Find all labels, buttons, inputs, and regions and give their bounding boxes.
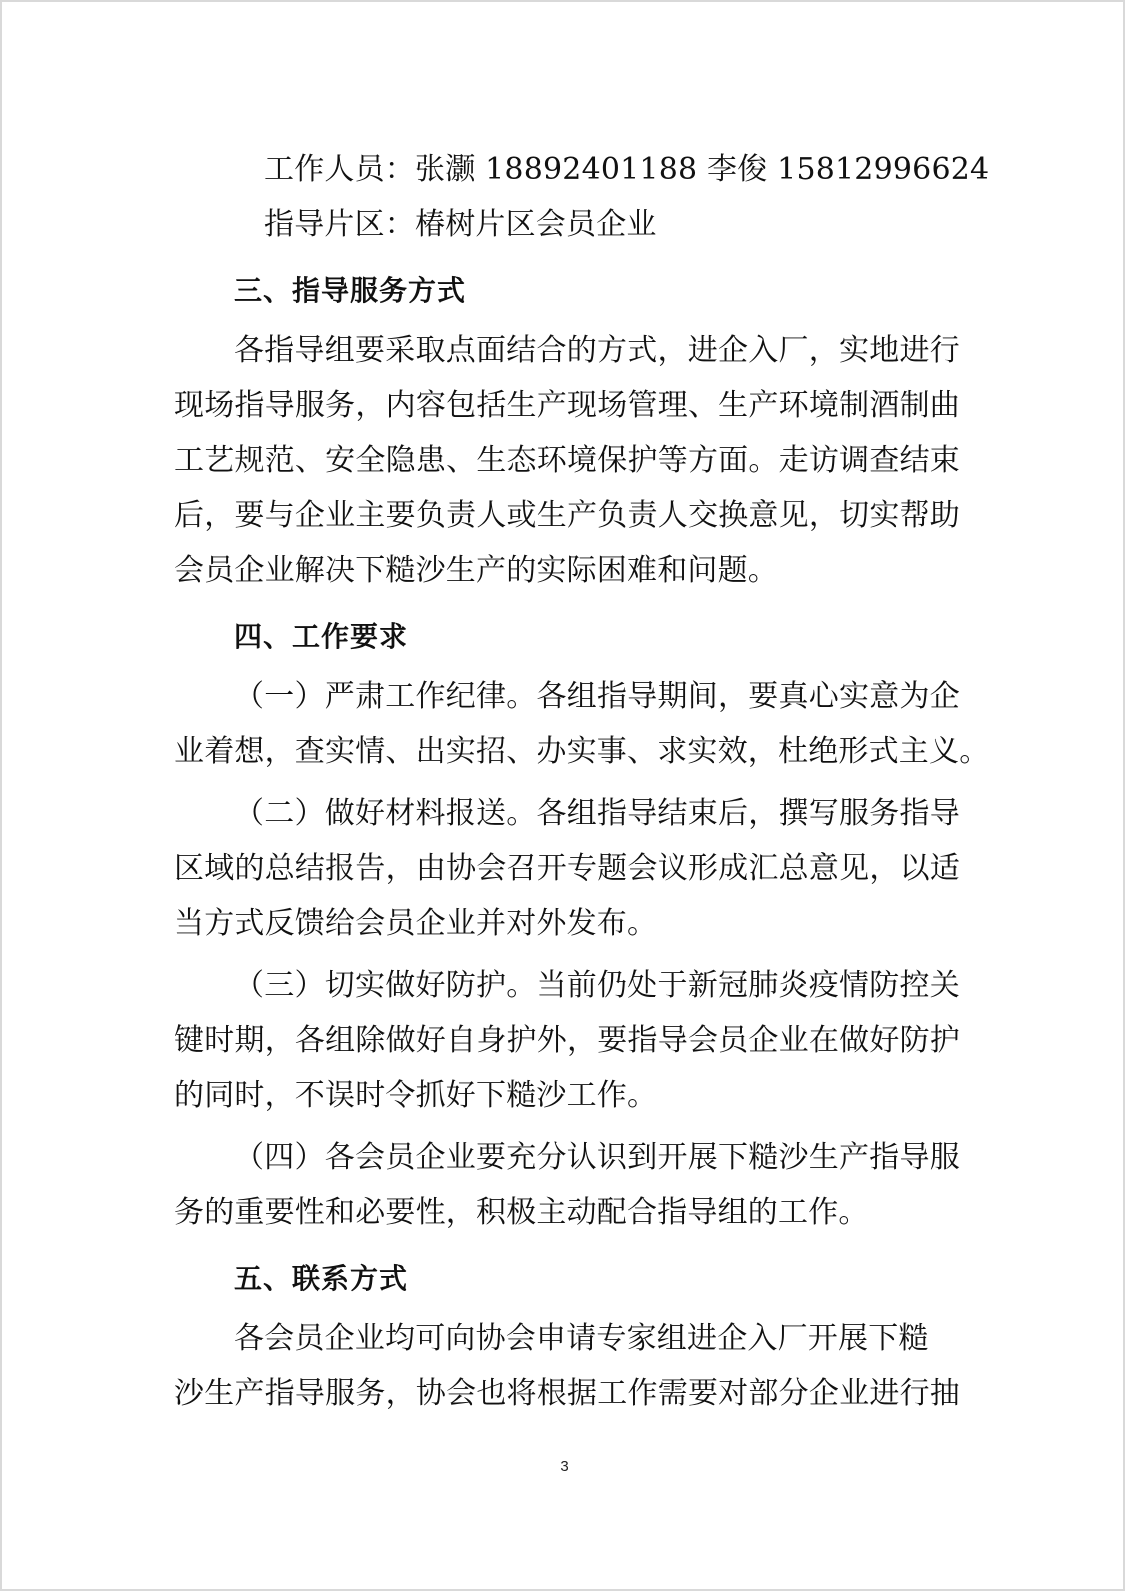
- requirement-item-1: [174, 669, 990, 779]
- requirement-item-3: [174, 958, 960, 1123]
- paragraph-line: （四）各会员企业要充分认识到开展下糙沙生产指导服: [234, 1140, 960, 1175]
- requirement-item-4: [174, 1130, 960, 1240]
- guidance-area-line: 指导片区：椿树片区会员企业: [264, 207, 657, 242]
- paragraph-line: 各指导组要采取点面结合的方式，进企入厂，实地进行: [234, 333, 960, 368]
- paragraph-line: 的同时，不误时令抓好下糙沙工作。: [174, 1078, 658, 1113]
- paragraph-line: 区域的总结报告，由协会召开专题会议形成汇总意见，以适: [174, 851, 960, 886]
- requirement-item-2: [174, 786, 960, 951]
- section-heading-guidance-method: 三、指导服务方式: [234, 274, 467, 307]
- section-heading-work-requirements: 四、工作要求: [234, 620, 409, 653]
- paragraph-line: 会员企业解决下糙沙生产的实际困难和问题。: [174, 553, 778, 588]
- paragraph-line: （一）严肃工作纪律。各组指导期间，要真心实意为企: [234, 679, 960, 714]
- document-body: [174, 142, 990, 1421]
- paragraph-line: 业着想，查实情、出实招、办实事、求实效，杜绝形式主义。: [174, 734, 990, 769]
- paragraph-line: （三）切实做好防护。当前仍处于新冠肺炎疫情防控关: [234, 968, 960, 1003]
- paragraph-guidance-method: [174, 323, 960, 598]
- section-heading-contact-method: 五、联系方式: [234, 1262, 409, 1295]
- paragraph-line: 沙生产指导服务，协会也将根据工作需要对部分企业进行抽: [174, 1376, 960, 1411]
- paragraph-line: 各会员企业均可向协会申请专家组进企入厂开展下糙: [234, 1321, 929, 1356]
- page-number: 3: [560, 1458, 569, 1475]
- paragraph-line: 后，要与企业主要负责人或生产负责人交换意见，切实帮助: [174, 498, 960, 533]
- staff-contact-line: 工作人员：张灏 18892401188 李俊 15812996624: [264, 152, 990, 187]
- paragraph-line: （二）做好材料报送。各组指导结束后，撰写服务指导: [234, 796, 960, 831]
- paragraph-line: 现场指导服务，内容包括生产现场管理、生产环境制酒制曲: [174, 388, 960, 423]
- paragraph-contact-method: [174, 1311, 960, 1421]
- paragraph-line: 工艺规范、安全隐患、生态环境保护等方面。走访调查结束: [174, 443, 960, 478]
- paragraph-line: 键时期，各组除做好自身护外，要指导会员企业在做好防护: [174, 1023, 960, 1058]
- paragraph-line: 务的重要性和必要性，积极主动配合指导组的工作。: [174, 1195, 869, 1230]
- paragraph-line: 当方式反馈给会员企业并对外发布。: [174, 906, 658, 941]
